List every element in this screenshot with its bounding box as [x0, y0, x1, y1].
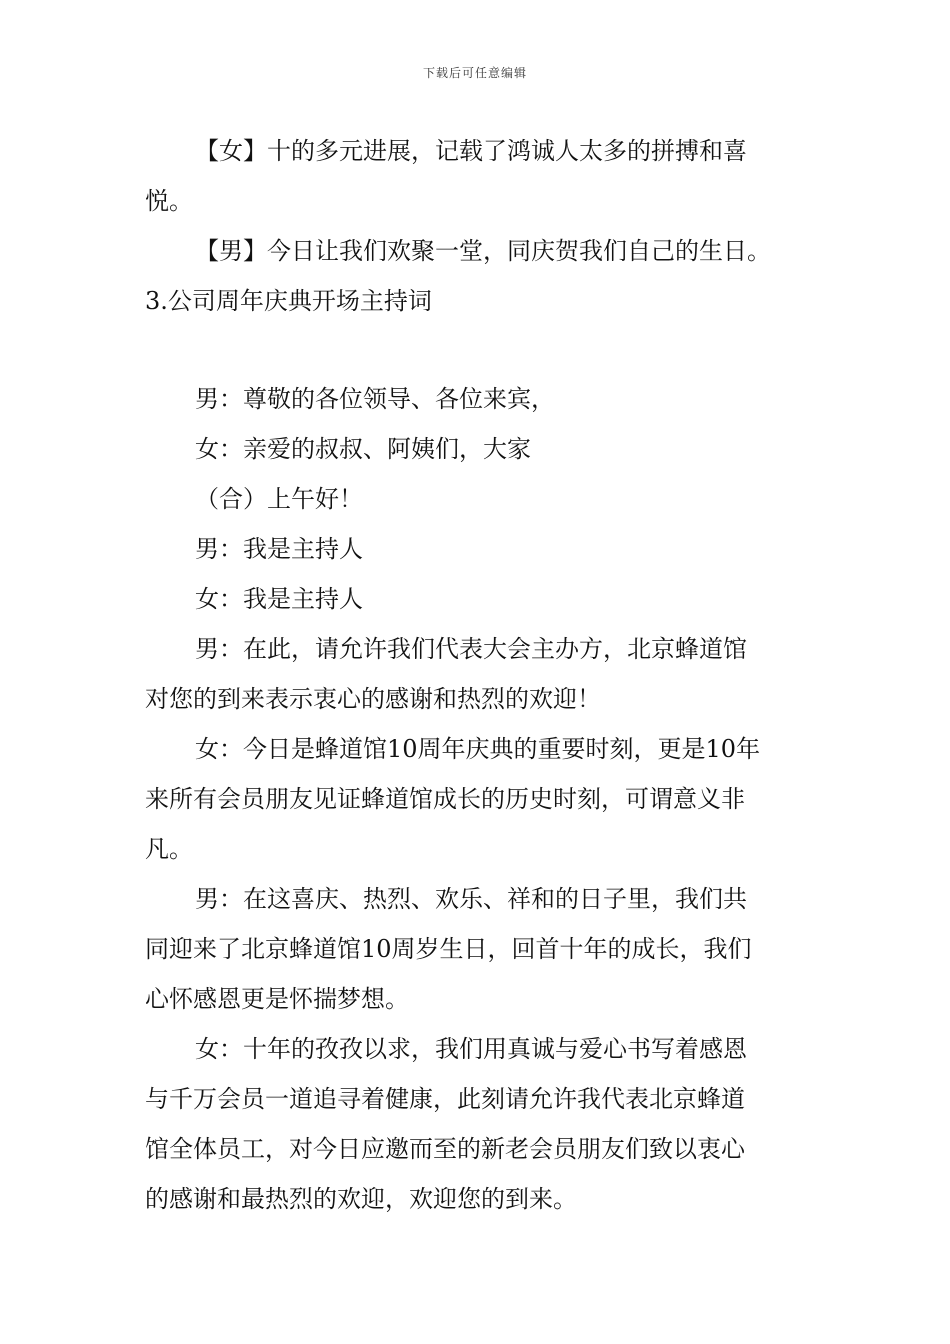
paragraph-line: 女：亲爱的叔叔、阿姨们，大家: [195, 435, 531, 463]
paragraph-line: 同迎来了北京蜂道馆10周岁生日，回首十年的成长，我们: [145, 935, 752, 963]
paragraph-line: 男：在此，请允许我们代表大会主办方，北京蜂道馆: [195, 635, 747, 663]
paragraph-line: 男：在这喜庆、热烈、欢乐、祥和的日子里，我们共: [195, 885, 747, 913]
paragraph-line: 凡。: [145, 835, 193, 863]
paragraph-line: 与千万会员一道追寻着健康，此刻请允许我代表北京蜂道: [145, 1085, 745, 1113]
paragraph-line: 【男】今日让我们欢聚一堂，同庆贺我们自己的生日。: [195, 237, 771, 265]
paragraph-line: 男：我是主持人: [195, 535, 363, 563]
paragraph-line: 女：我是主持人: [195, 585, 363, 613]
paragraph-line: 【女】十的多元进展，记载了鸿诚人太多的拼搏和喜: [195, 137, 747, 165]
paragraph-line: 来所有会员朋友见证蜂道馆成长的历史时刻，可谓意义非: [145, 785, 745, 813]
paragraph-line: 男：尊敬的各位领导、各位来宾，: [195, 385, 555, 413]
page-header-note: 下载后可任意编辑: [422, 66, 527, 80]
paragraph-line: 女：今日是蜂道馆10周年庆典的重要时刻，更是10年: [195, 735, 761, 763]
paragraph-line: 女：十年的孜孜以求，我们用真诚与爱心书写着感恩: [195, 1035, 747, 1063]
paragraph-line: （合）上午好！: [195, 485, 363, 513]
paragraph-line: 对您的到来表示衷心的感谢和热烈的欢迎！: [145, 685, 601, 713]
paragraph-line: 的感谢和最热烈的欢迎，欢迎您的到来。: [145, 1185, 577, 1213]
paragraph-line: 馆全体员工，对今日应邀而至的新老会员朋友们致以衷心: [145, 1135, 745, 1163]
section-heading: 3.公司周年庆典开场主持词: [145, 287, 432, 315]
paragraph-line: 悦。: [145, 187, 193, 215]
paragraph-line: 心怀感恩更是怀揣梦想。: [145, 985, 409, 1013]
